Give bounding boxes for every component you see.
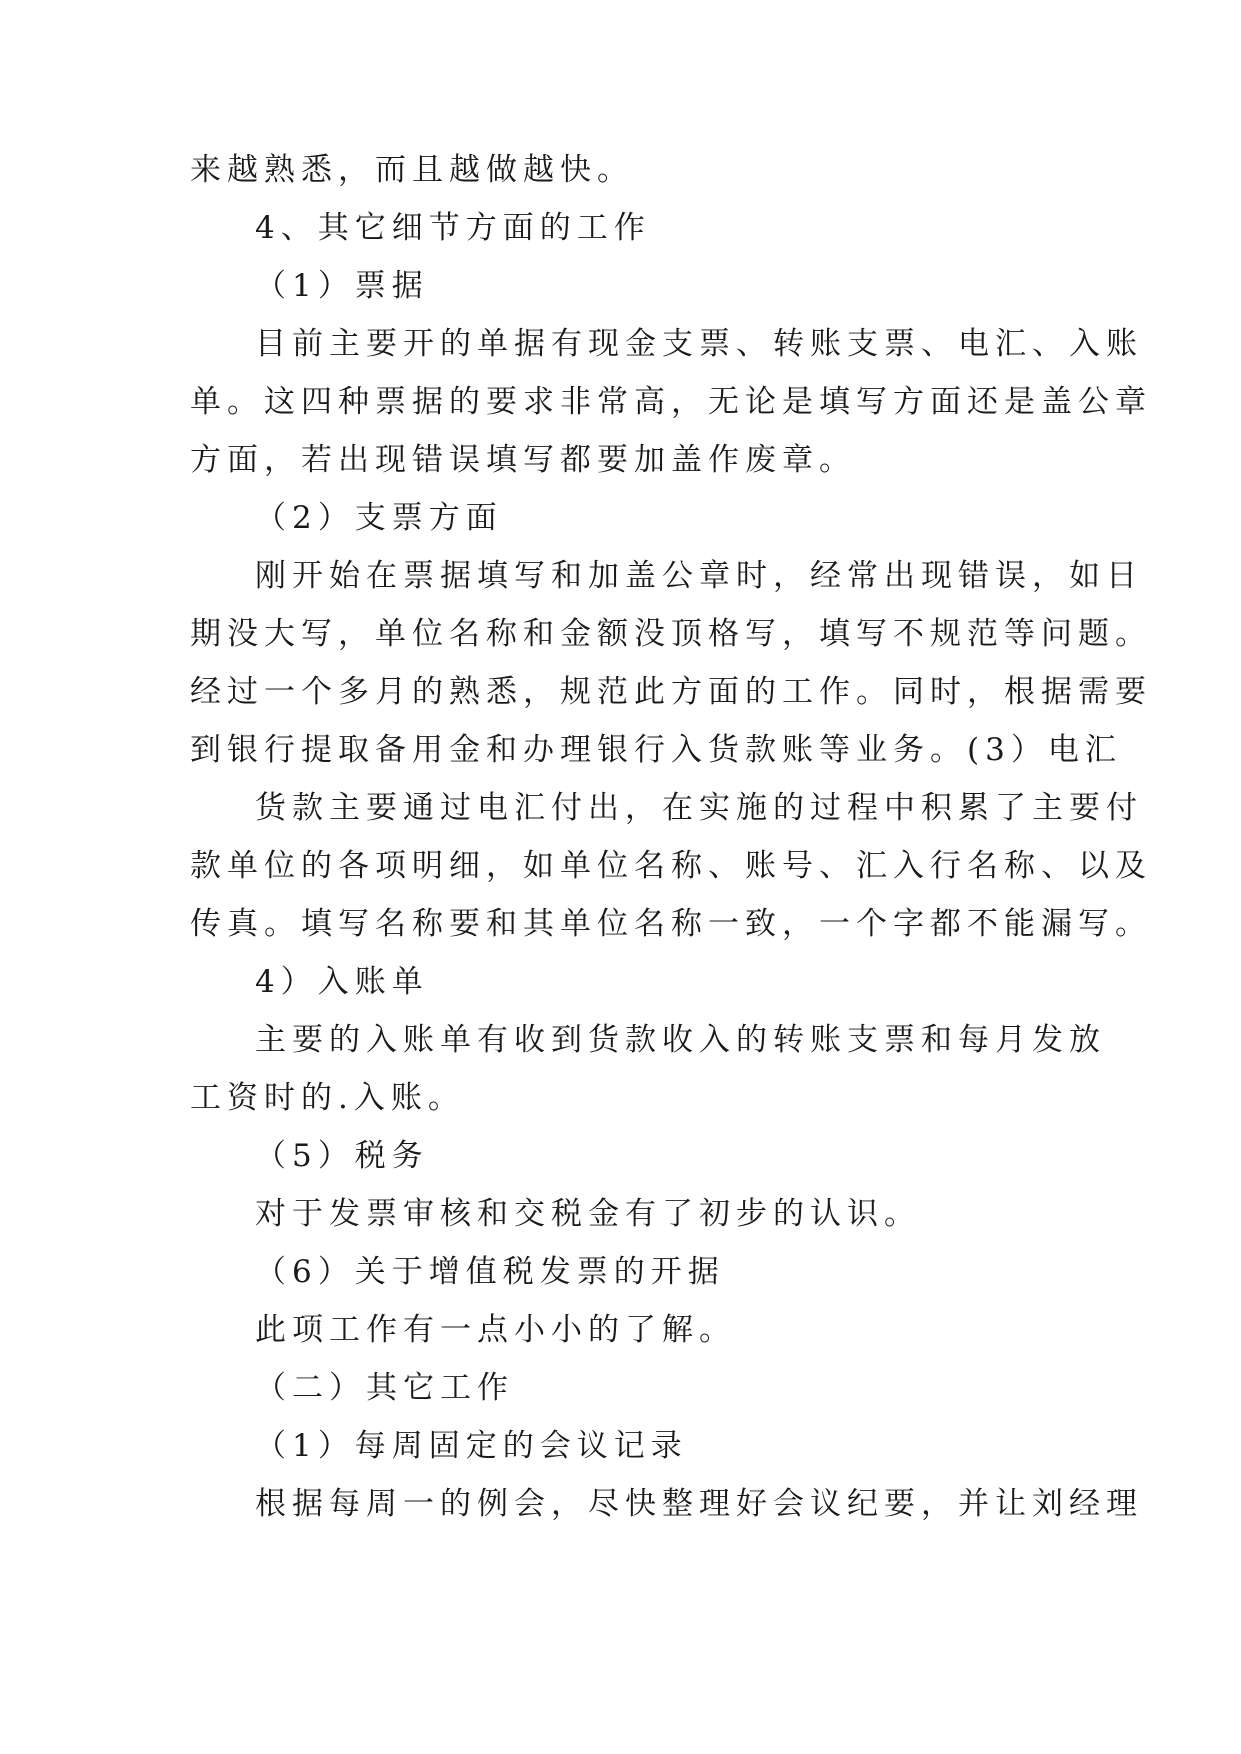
- subsection-heading: （1）票据: [255, 268, 429, 304]
- text-line: 期没大写，单位名称和金额没顶格写，填写不规范等问题。: [190, 616, 1152, 652]
- subsection-heading: （2）支票方面: [255, 500, 503, 536]
- text-line: 货款主要通过电汇付出，在实施的过程中积累了主要付: [255, 790, 1143, 826]
- text-line: 到银行提取备用金和办理银行入货款账等业务。(3）电汇: [190, 732, 1122, 768]
- text-line: 款单位的各项明细，如单位名称、账号、汇入行名称、以及: [190, 848, 1152, 884]
- subsection-heading: 4）入账单: [255, 964, 429, 1000]
- text-line: 方面，若出现错误填写都要加盖作废章。: [190, 442, 856, 478]
- text-line: 对于发票审核和交税金有了初步的认识。: [255, 1196, 921, 1232]
- subsection-heading: （6）关于增值税发票的开据: [255, 1254, 725, 1290]
- section-heading: 4、其它细节方面的工作: [255, 210, 651, 246]
- text-line: 此项工作有一点小小的了解。: [255, 1312, 736, 1348]
- text-line: 经过一个多月的熟悉，规范此方面的工作。同时，根据需要: [190, 674, 1152, 710]
- text-line: 单。这四种票据的要求非常高，无论是填写方面还是盖公章: [190, 384, 1152, 420]
- text-line: 主要的入账单有收到货款收入的转账支票和每月发放: [255, 1022, 1106, 1058]
- text-line: 刚开始在票据填写和加盖公章时，经常出现错误，如日: [255, 558, 1143, 594]
- section-heading: （二）其它工作: [255, 1370, 514, 1406]
- text-line: 传真。填写名称要和其单位名称一致，一个字都不能漏写。: [190, 906, 1152, 942]
- subsection-heading: （5）税务: [255, 1138, 429, 1174]
- text-line: 根据每周一的例会，尽快整理好会议纪要，并让刘经理: [255, 1486, 1143, 1522]
- text-line: 目前主要开的单据有现金支票、转账支票、电汇、入账: [255, 326, 1143, 362]
- text-line: 来越熟悉，而且越做越快。: [190, 152, 634, 188]
- subsection-heading: （1）每周固定的会议记录: [255, 1428, 688, 1464]
- text-line: 工资时的.入账。: [190, 1080, 465, 1116]
